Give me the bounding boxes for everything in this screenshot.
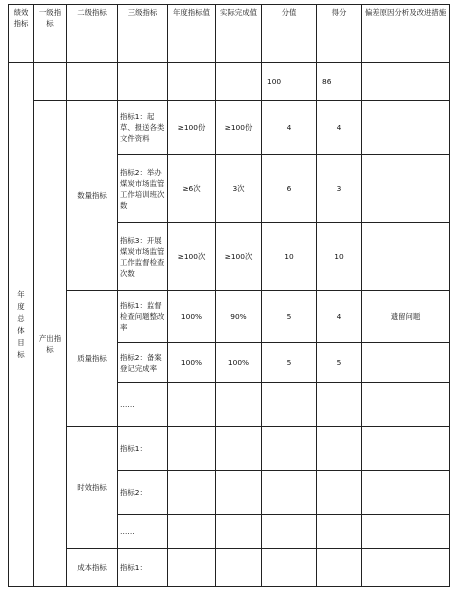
- summary-empty-cell: [168, 63, 216, 101]
- indicator-target: ≥100次: [168, 223, 216, 291]
- empty-cell: [317, 549, 362, 587]
- indicator-name: 指标1：: [118, 549, 168, 587]
- performance-indicator-table: [8, 4, 450, 587]
- header-score: 得分: [317, 5, 362, 63]
- indicator-note: [362, 343, 450, 383]
- annual-overall-goal-label: 年 度 总 体 目 标: [17, 289, 25, 359]
- indicator-score: 4: [317, 101, 362, 155]
- indicator-actual: 3次: [216, 155, 262, 223]
- indicator-score: 3: [317, 155, 362, 223]
- indicator-name: ……: [118, 383, 168, 427]
- quality-indicator-label: 质量指标: [67, 291, 118, 427]
- empty-cell: [317, 383, 362, 427]
- indicator-name: 指标3：开展煤炭市场监管工作监督检查次数: [118, 223, 168, 291]
- indicator-weight: 5: [262, 291, 317, 343]
- header-annual-target: 年度指标值: [168, 5, 216, 63]
- empty-cell: [362, 427, 450, 471]
- indicator-name: 指标1：: [118, 427, 168, 471]
- indicator-note: 遗留问题: [362, 291, 450, 343]
- table-row: [9, 427, 450, 471]
- indicator-name: 指标2：举办煤炭市场监管工作培训班次数: [118, 155, 168, 223]
- quantity-indicator-label: 数量指标: [67, 101, 118, 291]
- empty-cell: [262, 549, 317, 587]
- empty-cell: [168, 471, 216, 515]
- indicator-weight: 10: [262, 223, 317, 291]
- header-deviation-analysis: 偏差原因分析及改进措施: [362, 5, 450, 63]
- summary-empty-cell: [67, 63, 118, 101]
- empty-cell: [216, 549, 262, 587]
- empty-cell: [216, 515, 262, 549]
- empty-cell: [317, 471, 362, 515]
- total-weight: 100: [262, 63, 317, 101]
- indicator-name: 指标1：监督检查问题整改率: [118, 291, 168, 343]
- empty-cell: [216, 427, 262, 471]
- empty-cell: [362, 471, 450, 515]
- empty-cell: [168, 515, 216, 549]
- indicator-target: ≥100份: [168, 101, 216, 155]
- indicator-name: 指标2：备案登记完成率: [118, 343, 168, 383]
- indicator-actual: ≥100次: [216, 223, 262, 291]
- empty-cell: [168, 383, 216, 427]
- total-score: 86: [317, 63, 362, 101]
- output-indicator-cell: 产出指标: [34, 101, 67, 587]
- indicator-target: 100%: [168, 291, 216, 343]
- table-row: [9, 291, 450, 343]
- table-row: [9, 101, 450, 155]
- header-actual-value: 实际完成值: [216, 5, 262, 63]
- indicator-note: [362, 101, 450, 155]
- indicator-actual: ≥100份: [216, 101, 262, 155]
- cost-indicator-label: 成本指标: [67, 549, 118, 587]
- empty-cell: [262, 427, 317, 471]
- summary-empty-cell: [34, 63, 67, 101]
- indicator-target: 100%: [168, 343, 216, 383]
- indicator-actual: 90%: [216, 291, 262, 343]
- indicator-weight: 6: [262, 155, 317, 223]
- empty-cell: [362, 383, 450, 427]
- indicator-target: ≥6次: [168, 155, 216, 223]
- empty-cell: [262, 515, 317, 549]
- indicator-name: 指标1：起草、报送各类文件资料: [118, 101, 168, 155]
- summary-empty-cell: [118, 63, 168, 101]
- indicator-actual: 100%: [216, 343, 262, 383]
- empty-cell: [262, 471, 317, 515]
- summary-empty-cell: [362, 63, 450, 101]
- annual-overall-goal-cell: [9, 63, 34, 587]
- summary-row: [9, 63, 450, 101]
- empty-cell: [317, 427, 362, 471]
- header-performance-indicator: 绩效指标: [9, 5, 34, 63]
- empty-cell: [216, 471, 262, 515]
- empty-cell: [216, 383, 262, 427]
- empty-cell: [168, 427, 216, 471]
- header-weight: 分值: [262, 5, 317, 63]
- header-row: [9, 5, 450, 63]
- empty-cell: [168, 549, 216, 587]
- table-row: [9, 549, 450, 587]
- indicator-score: 5: [317, 343, 362, 383]
- indicator-name: 指标2：: [118, 471, 168, 515]
- empty-cell: [262, 383, 317, 427]
- indicator-weight: 4: [262, 101, 317, 155]
- indicator-note: [362, 223, 450, 291]
- indicator-name: ……: [118, 515, 168, 549]
- header-level2-indicator: 二级指标: [67, 5, 118, 63]
- empty-cell: [317, 515, 362, 549]
- empty-cell: [362, 515, 450, 549]
- indicator-score: 4: [317, 291, 362, 343]
- indicator-note: [362, 155, 450, 223]
- timeliness-indicator-label: 时效指标: [67, 427, 118, 549]
- indicator-score: 10: [317, 223, 362, 291]
- indicator-weight: 5: [262, 343, 317, 383]
- header-level3-indicator: 三级指标: [118, 5, 168, 63]
- empty-cell: [362, 549, 450, 587]
- header-level1-indicator: 一级指标: [34, 5, 67, 63]
- summary-empty-cell: [216, 63, 262, 101]
